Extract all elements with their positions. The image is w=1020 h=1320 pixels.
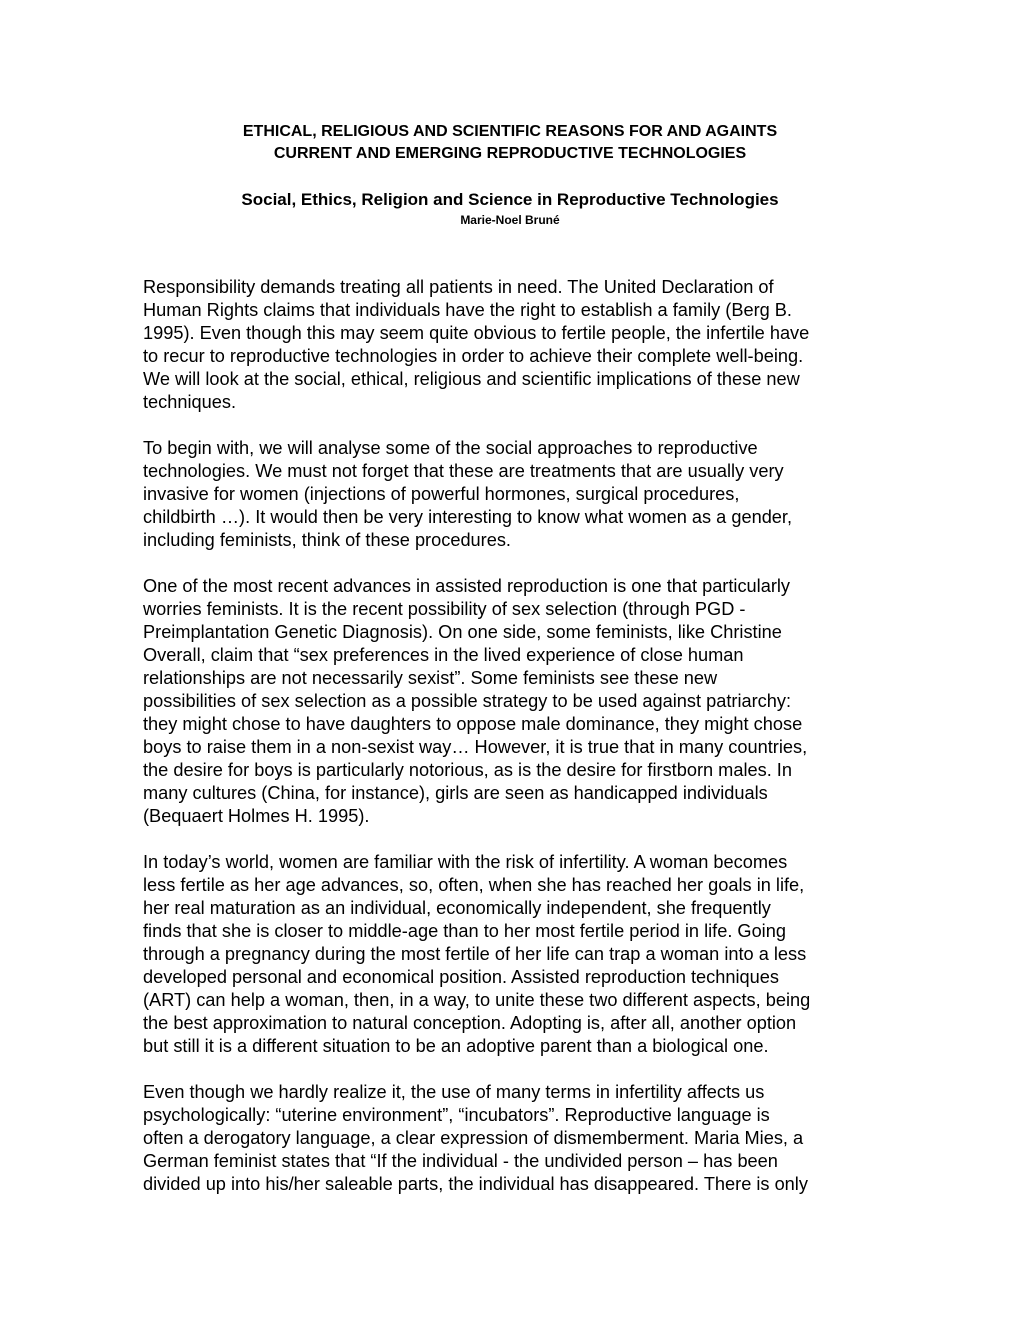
paragraph-line: Human Rights claims that individuals have the right to establish a family (Berg B. [143, 300, 792, 320]
body-paragraph [143, 1081, 883, 1196]
document-title [120, 121, 900, 165]
document-author: Marie-Noel Bruné [460, 213, 560, 227]
paragraph-line: psychologically: “uterine environment”, “incubators”. Reproductive language is [143, 1105, 770, 1125]
paragraph-line: German feminist states that “If the individual - the undivided person – has been [143, 1151, 778, 1171]
paragraph-line: techniques. [143, 392, 237, 412]
paragraph-line: possibilities of sex selection as a possible strategy to be used against patriarchy: [143, 691, 792, 711]
paragraph-line: including feminists, think of these procedures. [143, 530, 511, 550]
paragraph-line: developed personal and economical position. Assisted reproduction techniques [143, 967, 779, 987]
paragraph-line: the best approximation to natural conception. Adopting is, after all, another option [143, 1013, 797, 1033]
paragraph-line: divided up into his/her saleable parts, the individual has disappeared. There is only [143, 1174, 808, 1194]
body-paragraph [143, 575, 883, 828]
paragraph-line: often a derogatory language, a clear expression of dismemberment. Maria Mies, a [143, 1128, 804, 1148]
paragraph-line: her real maturation as an individual, economically independent, she frequently [143, 898, 771, 918]
paragraph-line: technologies. We must not forget that these are treatments that are usually very [143, 461, 784, 481]
document-title-line: CURRENT AND EMERGING REPRODUCTIVE TECHNOLOGIES [273, 145, 747, 162]
paragraph-line: Preimplantation Genetic Diagnosis). On one side, some feminists, like Christine [143, 622, 782, 642]
document-title-line: ETHICAL, RELIGIOUS AND SCIENTIFIC REASONS FOR AND AGAINTS [242, 123, 778, 140]
paragraph-line: In today’s world, women are familiar with the risk of infertility. A woman becomes [143, 852, 788, 872]
paragraph-line: through a pregnancy during the most fertile of her life can trap a woman into a less [143, 944, 807, 964]
paragraph-line: finds that she is closer to middle-age than to her most fertile period in life. Going [143, 921, 786, 941]
paragraph-line: boys to raise them in a non-sexist way… However, it is true that in many countries, [143, 737, 808, 757]
paragraph-line: invasive for women (injections of powerful hormones, surgical procedures, [143, 484, 740, 504]
paragraph-line: One of the most recent advances in assisted reproduction is one that particularly [143, 576, 791, 596]
paragraph-line: they might chose to have daughters to oppose male dominance, they might chose [143, 714, 803, 734]
paragraph-line: relationships are not necessarily sexist”. Some feminists see these new [143, 668, 718, 688]
paragraph-line: We will look at the social, ethical, religious and scientific implications of these new [143, 369, 800, 389]
document-body [143, 276, 883, 1219]
paragraph-line: to recur to reproductive technologies in order to achieve their complete well-being. [143, 346, 804, 366]
paragraph-line: less fertile as her age advances, so, often, when she has reached her goals in life, [143, 875, 805, 895]
paragraph-line: Responsibility demands treating all patients in need. The United Declaration of [143, 277, 774, 297]
paragraph-line: many cultures (China, for instance), girls are seen as handicapped individuals [143, 783, 768, 803]
paragraph-line: the desire for boys is particularly notorious, as is the desire for firstborn males. In [143, 760, 792, 780]
paragraph-line: Overall, claim that “sex preferences in the lived experience of close human [143, 645, 744, 665]
paragraph-line: (Bequaert Holmes H. 1995). [143, 806, 370, 826]
body-paragraph [143, 851, 883, 1058]
body-paragraph [143, 437, 883, 552]
paragraph-line: (ART) can help a woman, then, in a way, to unite these two different aspects, being [143, 990, 811, 1010]
paragraph-line: but still it is a different situation to be an adoptive parent than a biological one. [143, 1036, 769, 1056]
paragraph-line: childbirth …). It would then be very interesting to know what women as a gender, [143, 507, 793, 527]
paragraph-line: Even though we hardly realize it, the use of many terms in infertility affects us [143, 1082, 765, 1102]
body-paragraph [143, 276, 883, 414]
paragraph-line: 1995). Even though this may seem quite obvious to fertile people, the infertile have [143, 323, 810, 343]
document-subtitle: Social, Ethics, Religion and Science in Reproductive Technologies [241, 190, 779, 209]
paragraph-line: worries feminists. It is the recent possibility of sex selection (through PGD - [143, 599, 746, 619]
paragraph-line: To begin with, we will analyse some of the social approaches to reproductive [143, 438, 758, 458]
